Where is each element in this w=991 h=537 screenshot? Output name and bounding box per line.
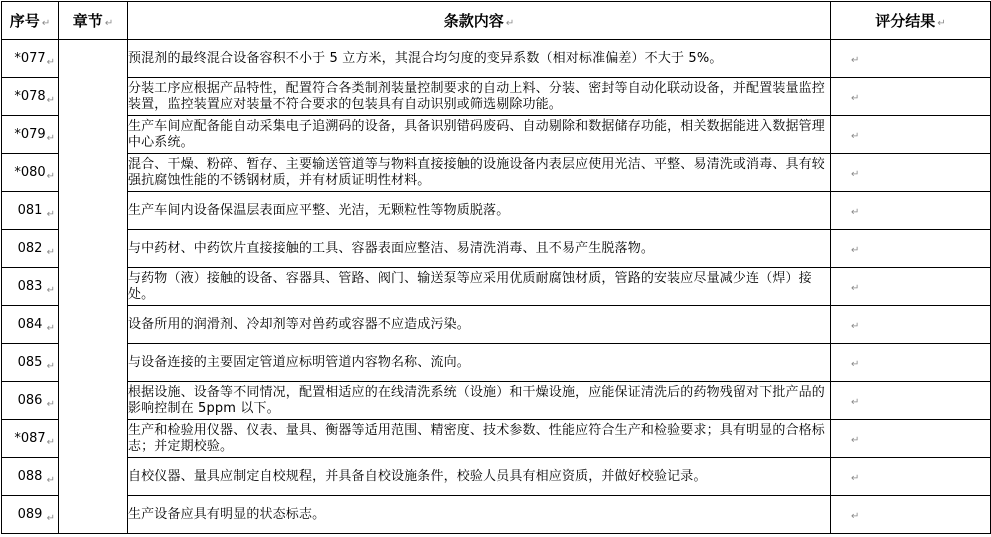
- para-mark-icon: ↵: [851, 282, 860, 294]
- para-mark-icon: ↵: [46, 361, 55, 372]
- para-mark-icon: ↵: [46, 285, 55, 296]
- para-mark-icon: ↵: [46, 399, 55, 410]
- para-mark-icon: ↵: [41, 18, 51, 29]
- row-seq: 082 ↵: [2, 230, 59, 268]
- para-mark-icon: ↵: [851, 92, 860, 104]
- header-seq: 序号 ↵: [2, 2, 59, 40]
- para-mark-icon: ↵: [851, 168, 860, 180]
- row-seq: 084 ↵: [2, 306, 59, 344]
- table-row: [2, 230, 991, 268]
- para-mark-icon: ↵: [46, 247, 55, 258]
- para-mark-icon: ↵: [46, 95, 55, 106]
- header-clause: 条款内容 ↵: [128, 2, 831, 40]
- para-mark-icon: ↵: [851, 434, 860, 446]
- para-mark-icon: ↵: [851, 206, 860, 218]
- row-clause: 生产车间内设备保温层表面应平整、光洁，无颗粒性等物质脱落。: [128, 192, 831, 230]
- section-cell: [59, 40, 128, 534]
- para-mark-icon: ↵: [851, 358, 860, 370]
- row-clause: 设备所用的润滑剂、冷却剂等对兽药或容器不应造成污染。: [128, 306, 831, 344]
- table-row: [2, 78, 991, 116]
- header-result: 评分结果 ↵: [831, 2, 991, 40]
- row-clause: 与设备连接的主要固定管道应标明管道内容物名称、流向。: [128, 344, 831, 382]
- header-section: 章节 ↵: [59, 2, 128, 40]
- para-mark-icon: ↵: [851, 472, 860, 484]
- row-seq: 083 ↵: [2, 268, 59, 306]
- table-row: [2, 458, 991, 496]
- row-seq: *077 ↵: [2, 40, 59, 78]
- para-mark-icon: ↵: [46, 513, 55, 524]
- row-clause: 自校仪器、量具应制定自校规程，并具备自校设施条件，校验人员具有相应资质，并做好校验记录。: [128, 458, 831, 496]
- row-clause: 根据设施、设备等不同情况，配置相适应的在线清洗系统（设施）和干燥设施，应能保证清洗后的药物残留对下批产品的影响控制在 5ppm 以下。: [128, 382, 831, 420]
- table-row: [2, 268, 991, 306]
- row-clause: 预混剂的最终混合设备容积不小于 5 立方米，其混合均匀度的变异系数（相对标准偏差）不大于 5%。: [128, 40, 831, 78]
- table-row: [2, 306, 991, 344]
- para-mark-icon: ↵: [104, 18, 114, 29]
- row-result[interactable]: [831, 496, 991, 534]
- para-mark-icon: ↵: [851, 396, 860, 408]
- para-mark-icon: ↵: [851, 54, 860, 66]
- row-result[interactable]: [831, 306, 991, 344]
- row-clause: 生产车间应配备能自动采集电子追溯码的设备，具备识别错码废码、自动剔除和数据储存功能，相关数据能进入数据管理中心系统。: [128, 116, 831, 154]
- para-mark-icon: ↵: [46, 323, 55, 334]
- table-row: [2, 116, 991, 154]
- row-result[interactable]: [831, 420, 991, 458]
- para-mark-icon: ↵: [46, 437, 55, 448]
- para-mark-icon: ↵: [46, 475, 55, 486]
- row-result[interactable]: [831, 116, 991, 154]
- row-result[interactable]: [831, 40, 991, 78]
- row-clause: 生产设备应具有明显的状态标志。: [128, 496, 831, 534]
- row-result[interactable]: [831, 154, 991, 192]
- row-result[interactable]: [831, 382, 991, 420]
- header-row: [2, 2, 991, 40]
- para-mark-icon: ↵: [851, 130, 860, 142]
- row-seq: 085 ↵: [2, 344, 59, 382]
- table-row: [2, 496, 991, 534]
- para-mark-icon: ↵: [851, 510, 860, 522]
- para-mark-icon: ↵: [46, 133, 55, 144]
- para-mark-icon: ↵: [46, 171, 55, 182]
- row-clause: 生产和检验用仪器、仪表、量具、衡器等适用范围、精密度、技术参数、性能应符合生产和检验要求；具有明显的合格标志；并定期校验。: [128, 420, 831, 458]
- row-result[interactable]: [831, 230, 991, 268]
- row-result[interactable]: [831, 268, 991, 306]
- row-clause: 混合、干燥、粉碎、暂存、主要输送管道等与物料直接接触的设施设备内表层应使用光洁、平整、易清洗或消毒、具有较强抗腐蚀性能的不锈钢材质，并有材质证明性材料。: [128, 154, 831, 192]
- row-seq: *079 ↵: [2, 116, 59, 154]
- row-result[interactable]: [831, 344, 991, 382]
- table-row: [2, 154, 991, 192]
- clause-table: [1, 1, 991, 534]
- row-result[interactable]: [831, 192, 991, 230]
- para-mark-icon: ↵: [851, 320, 860, 332]
- table-row: [2, 344, 991, 382]
- para-mark-icon: ↵: [937, 18, 946, 29]
- row-seq: *078 ↵: [2, 78, 59, 116]
- row-seq: *080 ↵: [2, 154, 59, 192]
- table-row: [2, 192, 991, 230]
- table-row: [2, 40, 991, 78]
- para-mark-icon: ↵: [851, 244, 860, 256]
- row-result[interactable]: [831, 458, 991, 496]
- row-seq: *087 ↵: [2, 420, 59, 458]
- row-clause: 分装工序应根据产品特性，配置符合各类制剂装量控制要求的自动上料、分装、密封等自动化联动设备，并配置装量监控装置，监控装置应对装量不符合要求的包装具有自动识别或筛选剔除功能。: [128, 78, 831, 116]
- row-seq: 089 ↵: [2, 496, 59, 534]
- para-mark-icon: ↵: [505, 18, 515, 29]
- para-mark-icon: ↵: [46, 209, 55, 220]
- row-seq: 088 ↵: [2, 458, 59, 496]
- row-seq: 086 ↵: [2, 382, 59, 420]
- row-seq: 081 ↵: [2, 192, 59, 230]
- row-result[interactable]: [831, 78, 991, 116]
- row-clause: 与药物（液）接触的设备、容器具、管路、阀门、输送泵等应采用优质耐腐蚀材质，管路的安装应尽量减少连（焊）接处。: [128, 268, 831, 306]
- row-clause: 与中药材、中药饮片直接接触的工具、容器表面应整洁、易清洗消毒、且不易产生脱落物。: [128, 230, 831, 268]
- para-mark-icon: ↵: [46, 57, 55, 68]
- table-row: [2, 420, 991, 458]
- table-row: [2, 382, 991, 420]
